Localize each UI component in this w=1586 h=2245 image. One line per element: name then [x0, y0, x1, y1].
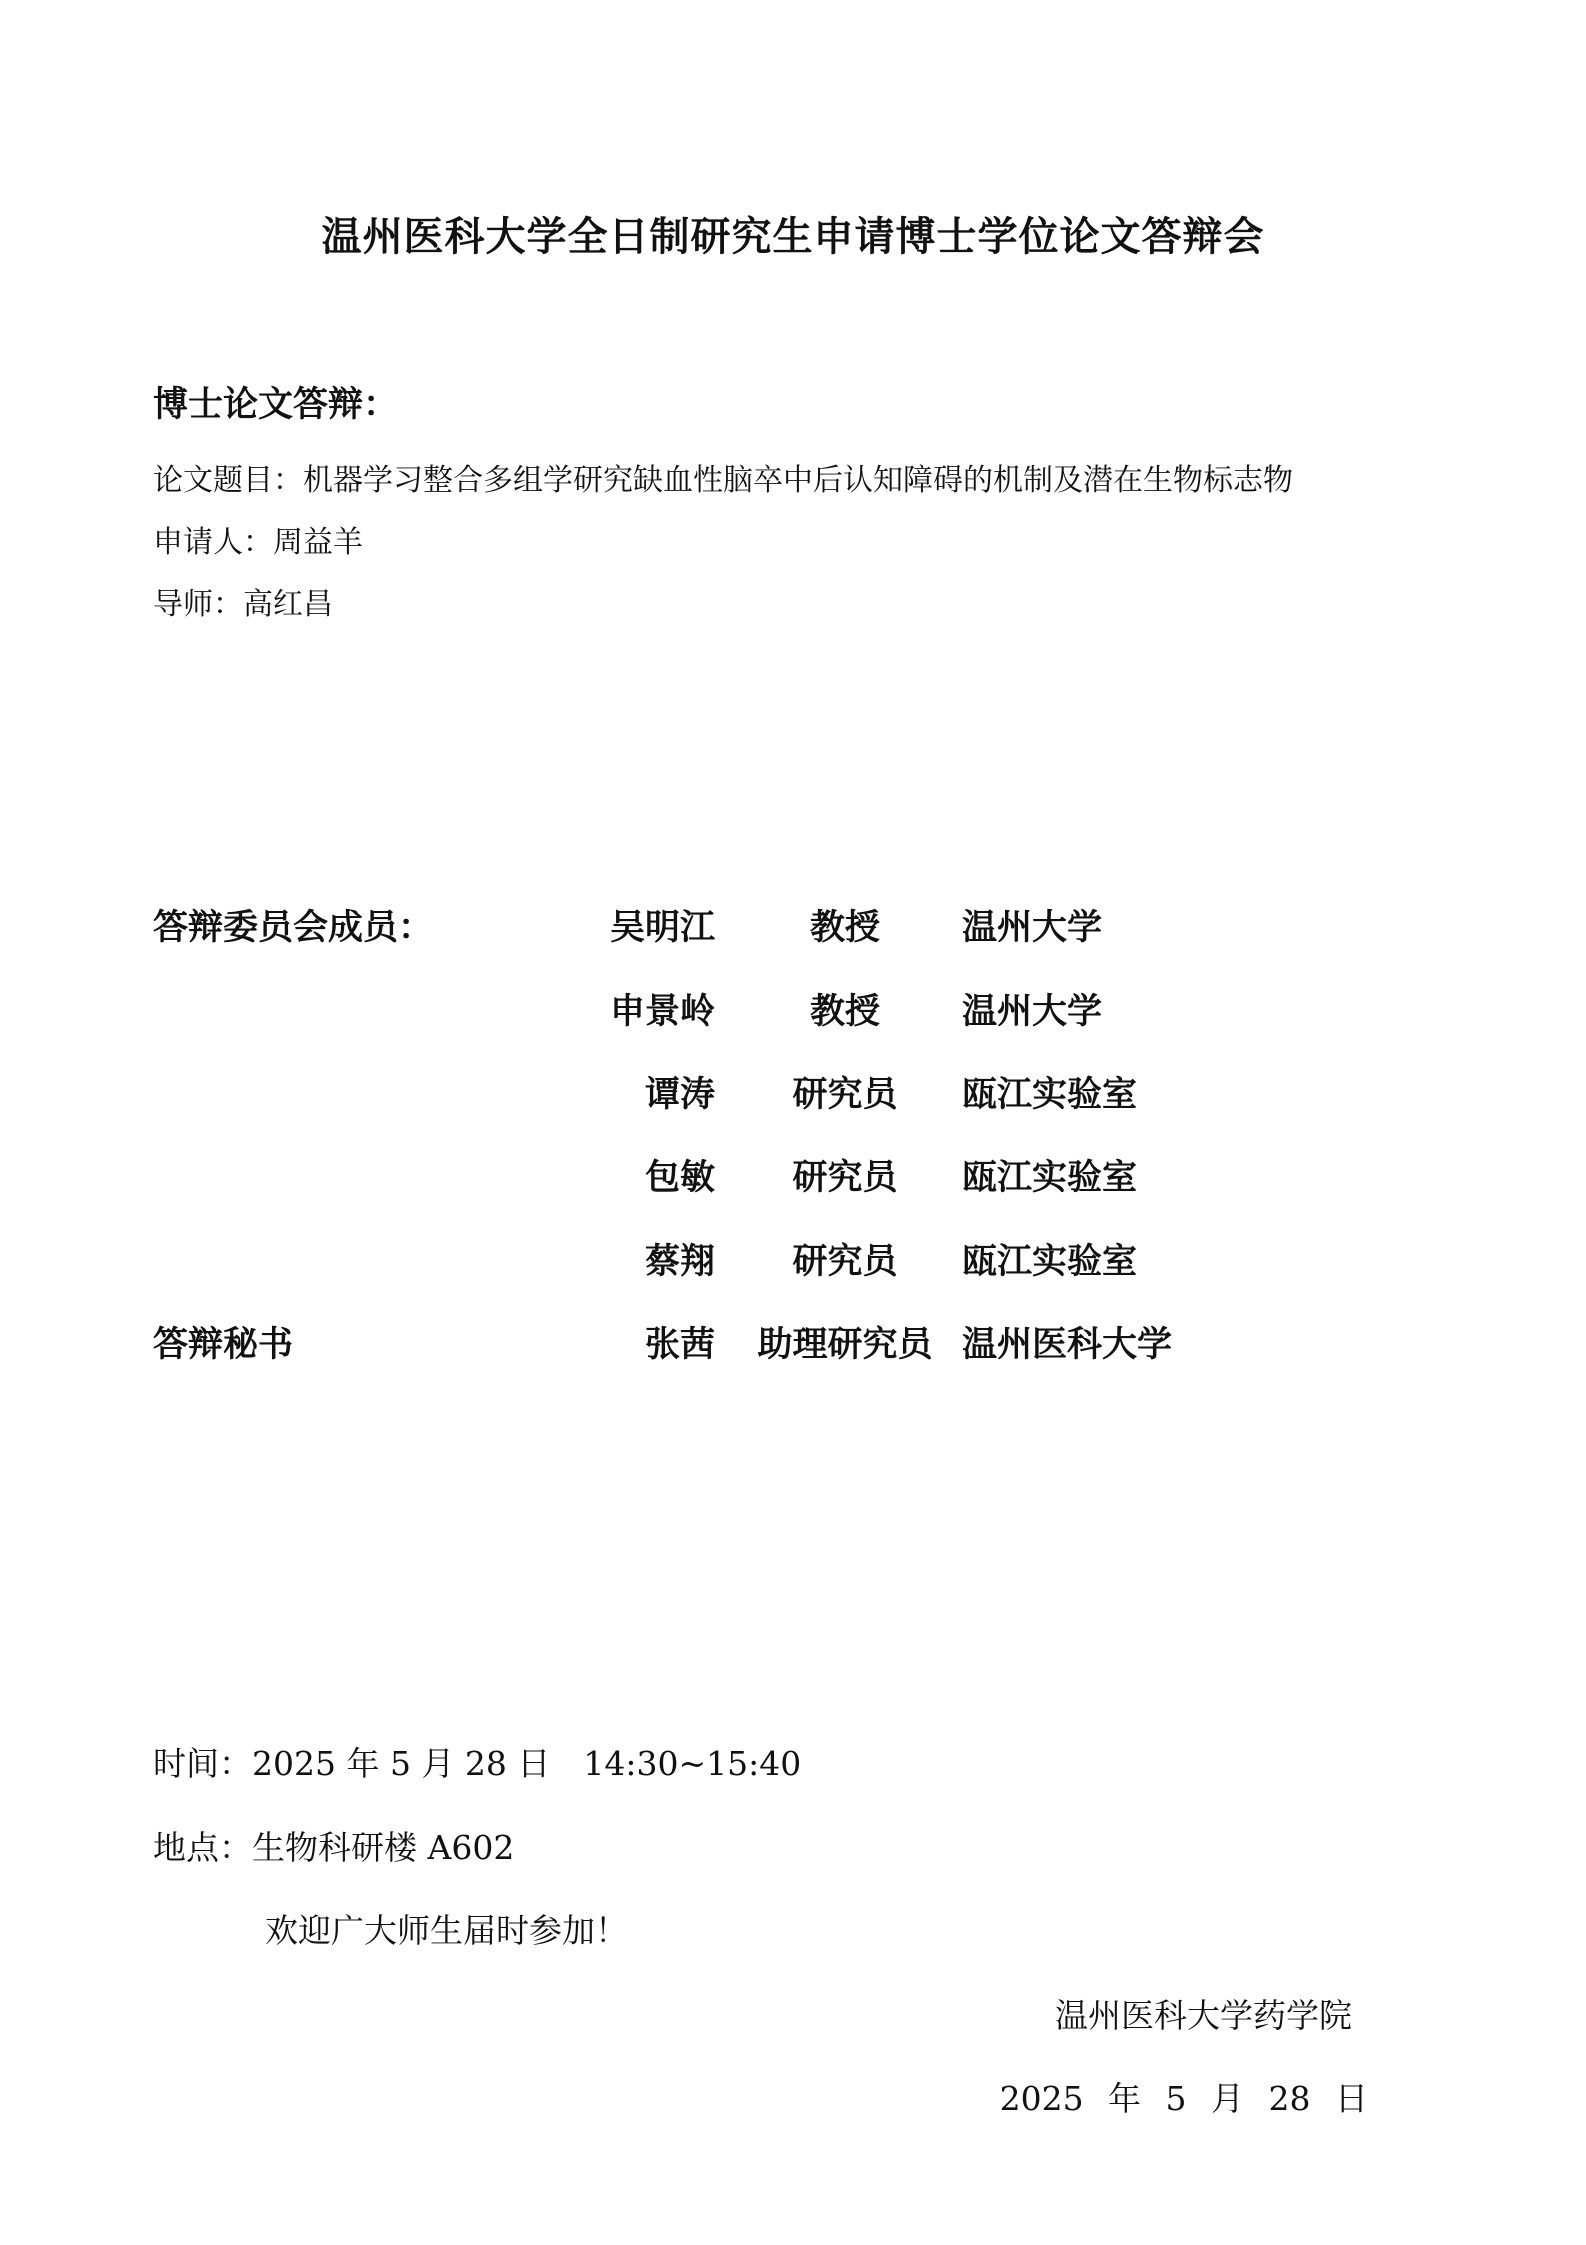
applicant-line	[153, 517, 363, 561]
advisor-label: 导师：	[153, 587, 243, 622]
member-rank: 研究员	[792, 1157, 898, 1198]
committee-heading: 答辩委员会成员：	[153, 907, 434, 948]
thesis-title-line	[153, 455, 1293, 499]
place-value: 生物科研楼 A602	[252, 1828, 515, 1867]
member-org: 温州大学	[962, 991, 1103, 1032]
member-rank: 研究员	[792, 1074, 898, 1115]
advisor-line	[153, 579, 333, 623]
secretary-name: 张茜	[644, 1324, 715, 1365]
secretary-rank: 助理研究员	[757, 1324, 933, 1365]
welcome-message: 欢迎广大师生届时参加！	[265, 1911, 628, 1950]
member-name: 蔡翔	[644, 1241, 715, 1282]
secretary-org: 温州医科大学	[962, 1324, 1173, 1365]
time-label: 时间：	[153, 1744, 252, 1783]
committee-member-row	[0, 1067, 1586, 1117]
secretary-heading: 答辩秘书	[153, 1324, 294, 1365]
place-line	[153, 1822, 514, 1869]
committee-member-row	[0, 984, 1586, 1034]
defense-section-heading: 博士论文答辩：	[153, 384, 399, 425]
time-value: 2025 年 5 月 28 日 14:30~15:40	[252, 1744, 802, 1783]
applicant-label: 申请人：	[153, 525, 273, 560]
issue-date: 2025 年 5 月 28 日	[999, 2079, 1368, 2118]
advisor-value: 高红昌	[243, 587, 333, 622]
thesis-title-label: 论文题目：	[153, 463, 303, 498]
member-org: 瓯江实验室	[962, 1241, 1138, 1282]
secretary-row	[0, 1317, 1586, 1367]
member-name: 谭涛	[644, 1074, 715, 1115]
place-label: 地点：	[153, 1828, 252, 1867]
page-title: 温州医科大学全日制研究生申请博士学位论文答辩会	[321, 213, 1265, 260]
member-name: 申景岭	[609, 991, 715, 1032]
member-rank: 教授	[809, 907, 880, 948]
thesis-title-value: 机器学习整合多组学研究缺血性脑卒中后认知障碍的机制及潜在生物标志物	[303, 463, 1293, 498]
member-org: 瓯江实验室	[962, 1074, 1138, 1115]
time-line	[153, 1738, 801, 1785]
member-rank: 研究员	[792, 1241, 898, 1282]
committee-member-row	[0, 1150, 1586, 1200]
member-rank: 教授	[809, 991, 880, 1032]
member-name: 吴明江	[609, 907, 715, 948]
committee-member-row	[0, 900, 1586, 950]
applicant-value: 周益羊	[273, 525, 363, 560]
member-org: 温州大学	[962, 907, 1103, 948]
member-name: 包敏	[644, 1157, 715, 1198]
member-org: 瓯江实验室	[962, 1157, 1138, 1198]
issuer-signature: 温州医科大学药学院	[1055, 1996, 1352, 2035]
committee-member-row	[0, 1234, 1586, 1284]
